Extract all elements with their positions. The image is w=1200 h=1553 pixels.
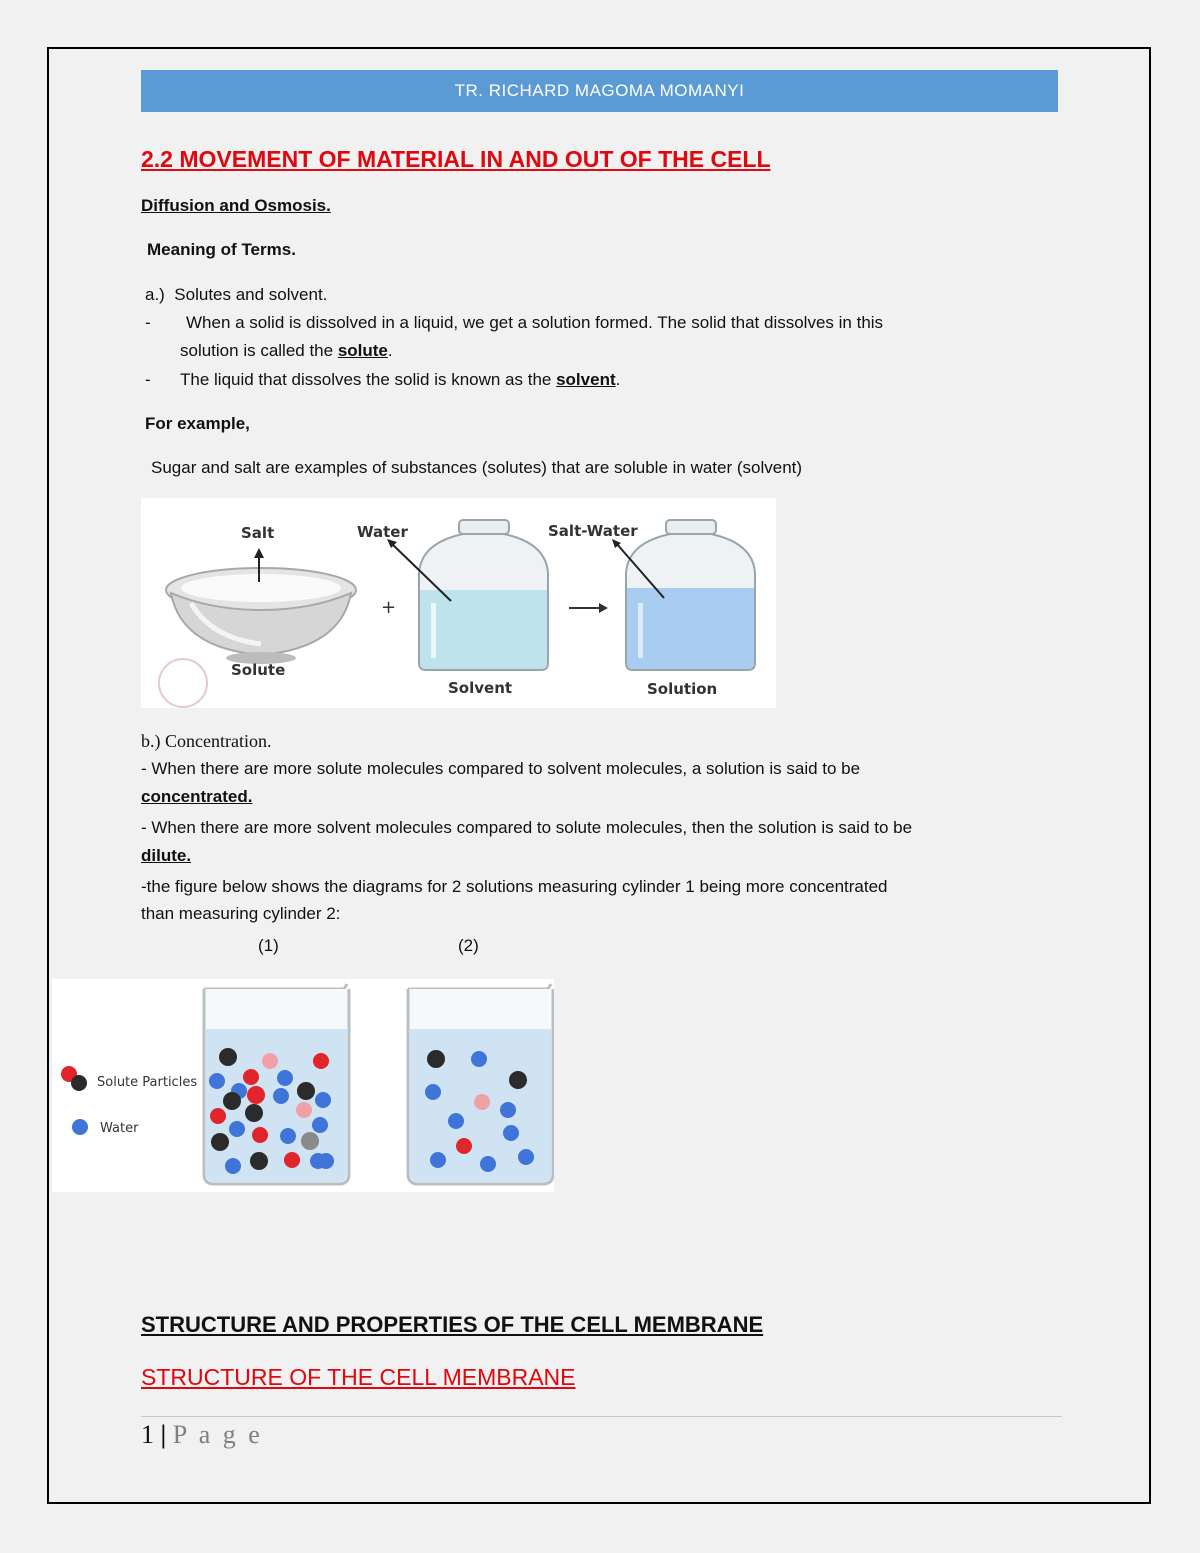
figure-concentration-diagram xyxy=(52,979,554,1192)
particle xyxy=(312,1117,328,1133)
particle xyxy=(211,1133,229,1151)
particle xyxy=(448,1113,464,1129)
legend-solute-label: Solute Particles xyxy=(97,1075,198,1090)
reaction-arrow-head xyxy=(599,603,608,613)
particle xyxy=(245,1104,263,1122)
particle xyxy=(280,1128,296,1144)
bullet-dash: - xyxy=(145,313,151,332)
solution-jar-icon xyxy=(626,520,755,670)
particle xyxy=(229,1121,245,1137)
legend xyxy=(61,1066,197,1136)
item-a-label: a.) xyxy=(145,285,165,304)
bullet-2 xyxy=(145,366,151,394)
particle xyxy=(252,1127,268,1143)
particle xyxy=(430,1152,446,1168)
footer-divider xyxy=(141,1416,1062,1417)
bowl-icon xyxy=(166,568,356,664)
solution-diagram-svg xyxy=(141,498,776,708)
concentration-line-4: than measuring cylinder 2: xyxy=(141,904,341,923)
particle xyxy=(296,1102,312,1118)
particle xyxy=(209,1073,225,1089)
solvent-jar-icon xyxy=(419,520,548,670)
structure-heading: STRUCTURE AND PROPERTIES OF THE CELL MEMBRANE xyxy=(141,1312,764,1337)
bullet-1-line-1: When a solid is dissolved in a liquid, we get a solution formed. The solid that dissolves in this xyxy=(186,313,884,332)
particle xyxy=(425,1084,441,1100)
particle xyxy=(247,1086,265,1104)
particle xyxy=(310,1153,326,1169)
watermark-logo xyxy=(159,659,207,707)
salt-arrow-head xyxy=(254,548,264,558)
footer-separator: | xyxy=(160,1420,167,1449)
term-concentrated: concentrated. xyxy=(141,787,253,806)
bullet-1-line-2 xyxy=(180,337,393,365)
label-salt: Salt xyxy=(241,524,275,542)
particle xyxy=(273,1088,289,1104)
figure-solution-diagram xyxy=(141,498,776,708)
item-a xyxy=(145,281,327,309)
particle xyxy=(503,1125,519,1141)
structure-subheading: STRUCTURE OF THE CELL MEMBRANE xyxy=(141,1364,576,1390)
example-text: Sugar and salt are examples of substances (solutes) that are soluble in water (solvent) xyxy=(151,458,803,477)
particle xyxy=(315,1092,331,1108)
concentration-diagram-svg xyxy=(52,979,554,1192)
particle xyxy=(210,1108,226,1124)
page-footer xyxy=(141,1420,263,1450)
particle xyxy=(262,1053,278,1069)
particle xyxy=(471,1051,487,1067)
particle xyxy=(219,1048,237,1066)
bullet-dash: - xyxy=(145,370,151,389)
header-author: TR. RICHARD MAGOMA MOMANYI xyxy=(454,81,745,100)
legend-solute-black-icon xyxy=(71,1075,87,1091)
particle xyxy=(284,1152,300,1168)
bullet-2-punct: . xyxy=(615,370,621,389)
item-b-heading: b.) Concentration. xyxy=(141,731,272,751)
particle xyxy=(518,1149,534,1165)
concentration-line-1: - When there are more solute molecules compared to solvent molecules, a solution is said to be xyxy=(141,759,861,778)
particle xyxy=(301,1132,319,1150)
particle xyxy=(277,1070,293,1086)
term-dilute: dilute. xyxy=(141,846,192,865)
concentration-line-3: -the figure below shows the diagrams for 2 solutions measuring cylinder 1 being more concentrated xyxy=(141,877,888,896)
item-a-text: Solutes and solvent. xyxy=(174,285,328,304)
subtitle: Diffusion and Osmosis. xyxy=(141,196,331,215)
term-solute: solute xyxy=(337,341,388,360)
bullet-1-text: solution is called the xyxy=(180,341,338,360)
particle xyxy=(500,1102,516,1118)
concentration-line-2: - When there are more solvent molecules compared to solute molecules, then the solution is said to be xyxy=(141,818,913,837)
particle xyxy=(297,1082,315,1100)
particle xyxy=(225,1158,241,1174)
bullet-2-text: The liquid that dissolves the solid is known as the xyxy=(180,370,557,389)
bullet-1 xyxy=(145,309,151,337)
label-water: Water xyxy=(357,523,408,541)
particle xyxy=(509,1071,527,1089)
label-solution: Solution xyxy=(647,680,718,698)
cylinder-1-label: (1) xyxy=(258,936,279,955)
page-number: 1 xyxy=(141,1420,154,1449)
cylinder-2-label: (2) xyxy=(458,936,479,955)
label-solute: Solute xyxy=(231,661,286,679)
example-heading: For example, xyxy=(145,414,250,433)
particle xyxy=(243,1069,259,1085)
meaning-heading: Meaning of Terms. xyxy=(147,240,296,259)
header-bar xyxy=(141,70,1058,112)
label-salt-water: Salt-Water xyxy=(548,522,638,540)
particle xyxy=(456,1138,472,1154)
section-title: 2.2 MOVEMENT OF MATERIAL IN AND OUT OF THE CELL xyxy=(141,146,771,172)
particle xyxy=(313,1053,329,1069)
particle xyxy=(250,1152,268,1170)
page-label: P a g e xyxy=(172,1420,263,1449)
bullet-2-line xyxy=(180,366,620,394)
legend-water-label: Water xyxy=(100,1121,139,1136)
legend-water-icon xyxy=(72,1119,88,1135)
bullet-1-punct: . xyxy=(387,341,393,360)
label-solvent: Solvent xyxy=(448,679,513,697)
particle xyxy=(427,1050,445,1068)
term-solvent: solvent xyxy=(556,370,616,389)
particle xyxy=(223,1092,241,1110)
particle xyxy=(480,1156,496,1172)
plus-sign: + xyxy=(381,597,397,618)
particle xyxy=(474,1094,490,1110)
